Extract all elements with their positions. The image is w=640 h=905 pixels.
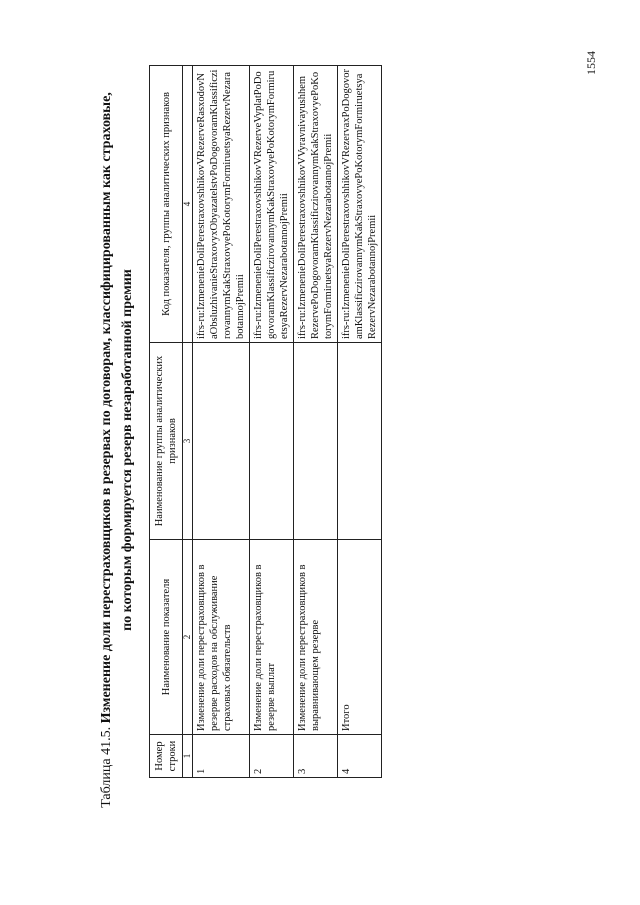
row-number: 1 <box>193 735 250 778</box>
indicator-code: ifrs-ru:IzmenenieDoliPerestraxovshhikovVRezerveVyplatPoDogovoramKlassificzirovannymKakStraxovyePoKotorymFormiruetsyaRezervNezarabotannojPremii <box>250 66 294 343</box>
caption-line-2 <box>117 55 138 845</box>
indicator-name: Итого <box>338 540 382 735</box>
header-group-name: Наименование группы аналитических признаков <box>150 343 183 540</box>
table-caption <box>96 55 138 845</box>
indicator-code: ifrs-ru:IzmenenieDoliPerestraxovshhikovVRezerveRasxodovNaObsluzhivanieStraxovyxObyazatelstvPoDogovoramKlassificzirovannymKakStraxovyePoKotorymFormiruetsyaRezervNezarabotannojPremii <box>193 66 250 343</box>
group-name <box>193 343 250 540</box>
indicator-name: Изменение доли перестраховщиков в резерве выплат <box>250 540 294 735</box>
group-name <box>338 343 382 540</box>
caption-title-line-1: Изменение доли перестраховщиков в резервах по договорам, классифицированным как страховые, <box>99 92 114 724</box>
indicator-table <box>149 65 382 778</box>
column-number: 2 <box>183 540 193 735</box>
header-indicator-name: Наименование показателя <box>150 540 183 735</box>
table-row <box>294 66 338 778</box>
header-code: Код показателя, группы аналитических признаков <box>150 66 183 343</box>
row-number: 3 <box>294 735 338 778</box>
indicator-code: ifrs-ru:IzmenenieDoliPerestraxovshhikovVRezervaxPoDogovoramKlassificzirovannymKakStraxovyePoKotorymFormiruetsyaRezervNezarabotannojPremii <box>338 66 382 343</box>
row-number: 4 <box>338 735 382 778</box>
table-row <box>338 66 382 778</box>
group-name <box>250 343 294 540</box>
header-row-number: Номер строки <box>150 735 183 778</box>
indicator-name: Изменение доли перестраховщиков в резерве расходов на обслуживание страховых обязательств <box>193 540 250 735</box>
group-name <box>294 343 338 540</box>
table-row <box>193 66 250 778</box>
column-number: 3 <box>183 343 193 540</box>
page-number: 1554 <box>584 51 598 75</box>
row-number: 2 <box>250 735 294 778</box>
column-number: 4 <box>183 66 193 343</box>
table-row <box>250 66 294 778</box>
column-number: 1 <box>183 735 193 778</box>
caption-title-line-2: по которым формируется резерв незаработанной премии <box>120 269 135 631</box>
indicator-name: Изменение доли перестраховщиков в выравнивающем резерве <box>294 540 338 735</box>
caption-prefix: Таблица 41.5. <box>99 726 114 808</box>
column-number-row <box>183 66 193 778</box>
table-header-row <box>150 66 183 778</box>
indicator-code: ifrs-ru:IzmenenieDoliPerestraxovshhikovVVyravnivayushhemRezervePoDogovoramKlassificzirovannymKakStraxovyePoKotorymFormiruetsyaRezervNezarabotannojPremii <box>294 66 338 343</box>
caption-line-1 <box>96 55 117 845</box>
